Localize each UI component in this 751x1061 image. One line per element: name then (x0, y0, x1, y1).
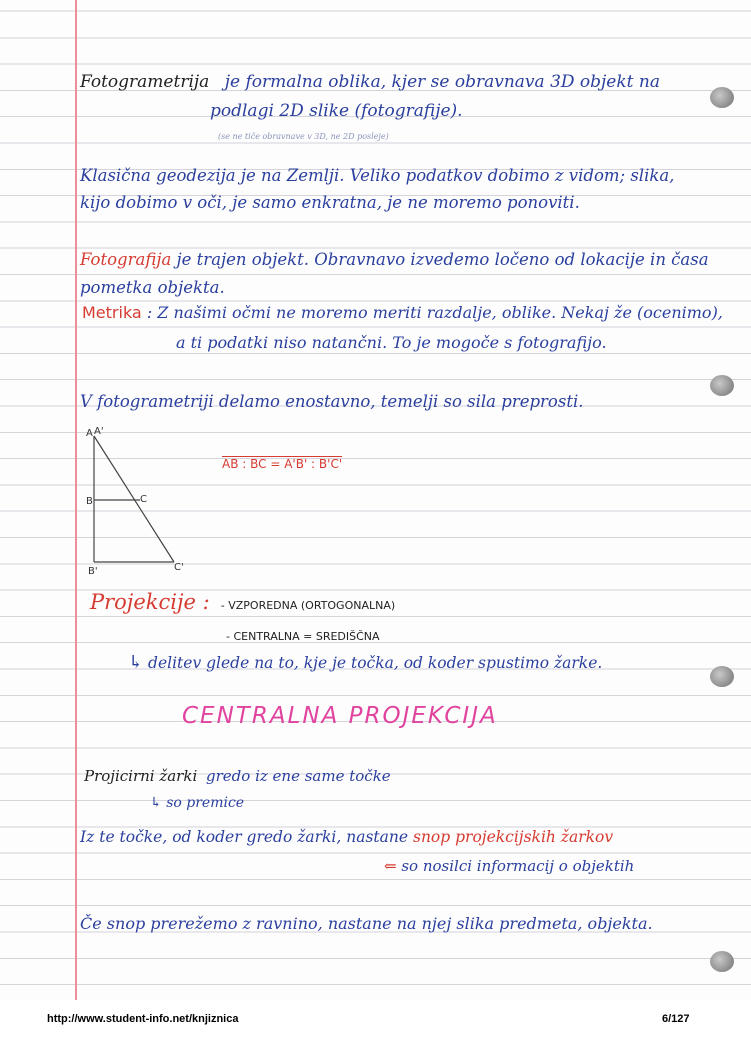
zarki-sub (150, 795, 244, 811)
ratio-formula: AB : BC = A'B' : B'C' (222, 457, 343, 471)
definition-line (80, 72, 660, 92)
fotografija-text: je trajen objekt. Obravnavo izvedemo ločeno od lokacije in časa (176, 250, 709, 269)
binder-hole (710, 666, 734, 687)
snop-text: Iz te točke, od koder gredo žarki, nastane (80, 828, 409, 846)
fotografija-line-2: pometka objekta. (80, 278, 225, 297)
arrow-icon: ↳ (150, 795, 162, 811)
page-number: 6/127 (662, 1013, 690, 1025)
metrika-line (82, 303, 723, 322)
fotografija-line (80, 250, 709, 269)
margin-line (75, 0, 77, 1000)
metrika-line-2: a ti podatki niso natančni. To je mogoče s fotografijo. (176, 333, 607, 352)
projekcije-item-2: - CENTRALNA = SREDIŠČNA (226, 630, 380, 643)
snop-highlight: snop projekcijskih žarkov (413, 828, 614, 846)
term-projekcije: Projekcije : (90, 590, 210, 614)
label-A-prime: A' (94, 426, 104, 437)
section-heading: CENTRALNA PROJEKCIJA (182, 703, 498, 729)
geodezija-line: Klasična geodezija je na Zemlji. Veliko podatkov dobimo z vidom; slika, (80, 166, 675, 185)
snop-sub (384, 857, 634, 875)
binder-hole (710, 375, 734, 396)
arrow-icon: ⇐ (384, 857, 397, 875)
definition-text: je formalna oblika, kjer se obravnava 3D objekt na (224, 72, 660, 92)
label-C-prime: C' (174, 562, 184, 573)
label-B-prime: B' (88, 566, 98, 577)
term-projicirni-zarki: Projicirni žarki (84, 767, 198, 785)
geodezija-line-2: kijo dobimo v oči, je samo enkratna, je ne moremo ponoviti. (80, 193, 580, 212)
term-fotografija: Fotografija (80, 250, 172, 269)
ravnina-line: Če snop prerežemo z ravnino, nastane na njej slika predmeta, objekta. (80, 914, 653, 933)
binder-hole (710, 87, 734, 108)
definition-line-2: podlagi 2D slike (fotografije). (210, 101, 463, 121)
zarki-text: gredo iz ene same točke (206, 767, 391, 785)
zarki-line (84, 767, 391, 785)
snop-line (80, 828, 613, 846)
delitev-line (128, 652, 602, 673)
footer-url: http://www.student-info.net/knjiznica (47, 1013, 239, 1025)
term-fotogrametrija: Fotogrametrija (80, 72, 210, 92)
projekcije-line (90, 590, 395, 614)
label-B: B (86, 496, 93, 507)
term-metrika: Metrika (82, 303, 142, 322)
triangle-diagram (82, 422, 212, 582)
snop-sub-text: so nosilci informacij o objektih (401, 857, 635, 875)
label-A: A (86, 428, 93, 439)
metrika-text: : Z našimi očmi ne moremo meriti razdalje, oblike. Nekaj že (ocenimo), (146, 303, 723, 322)
zarki-sub-text: so premice (166, 795, 245, 811)
binder-hole (710, 951, 734, 972)
projekcije-item-1: - VZPOREDNA (ORTOGONALNA) (220, 599, 396, 612)
arrow-icon: ↳ (128, 652, 144, 673)
pencil-note: (se ne tiče obravnave v 3D, ne 2D posleje) (218, 132, 389, 141)
label-C: C (140, 494, 147, 505)
enostavno-line: V fotogrametriji delamo enostavno, temelji so sila preprosti. (80, 392, 584, 411)
delitev-text: delitev glede na to, kje je točka, od koder spustimo žarke. (148, 654, 603, 672)
